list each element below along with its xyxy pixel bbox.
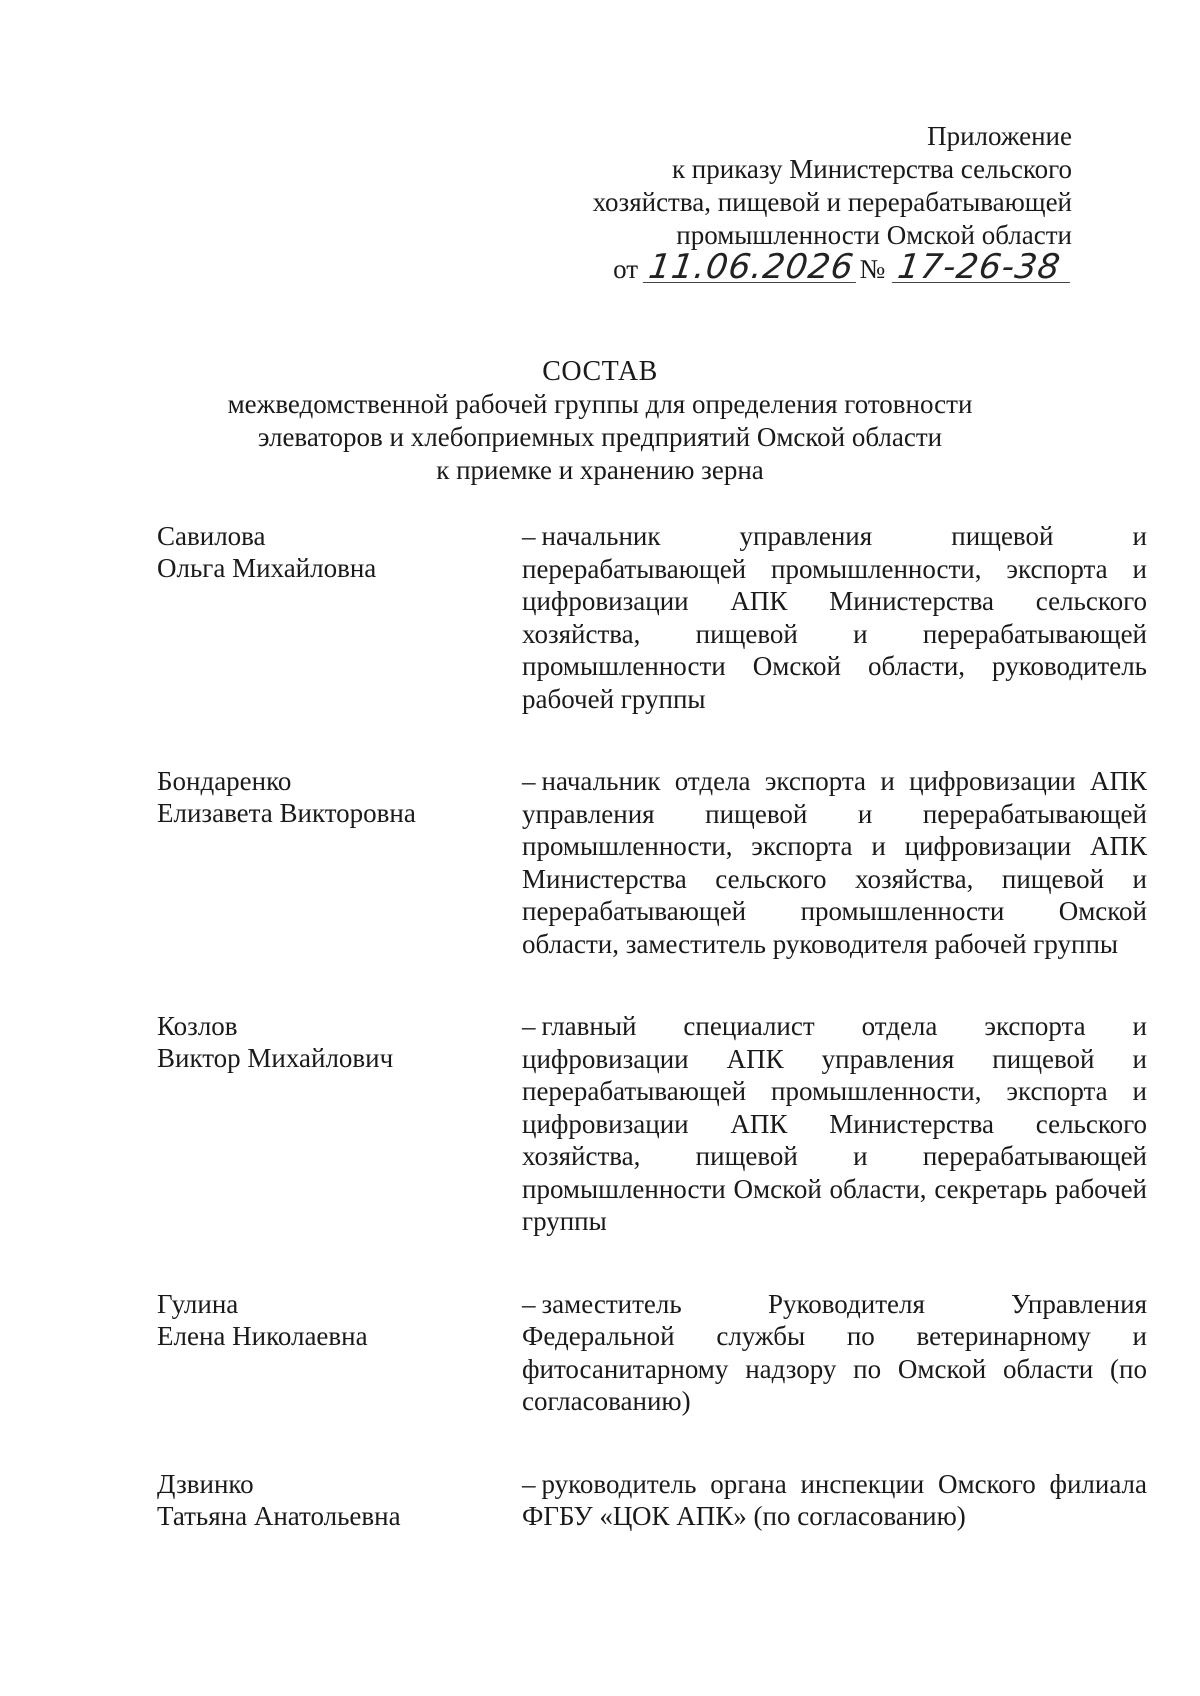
member-row bbox=[157, 1288, 1147, 1418]
appendix-line-2: к приказу Министерства сельского bbox=[671, 154, 1072, 184]
member-role bbox=[522, 1288, 1147, 1418]
member-given-names: Елизавета Викторовна bbox=[157, 798, 416, 828]
handwritten-order-number: 17-26-38 bbox=[892, 252, 1074, 283]
appendix-header bbox=[472, 120, 1072, 286]
member-name bbox=[157, 1288, 522, 1418]
member-name bbox=[157, 1010, 522, 1238]
title-line-3: к приемке и хранению зерна bbox=[436, 455, 764, 485]
member-role-text: начальник управления пищевой и перерабатывающей промышленности, экспорта и цифровизации АПК Министерства сельского хозяйства, пищевой и перерабатывающей промышленности Омской области, руководитель рабочей группы bbox=[522, 521, 1147, 714]
member-surname: Бондаренко bbox=[157, 766, 292, 796]
appendix-line-3: хозяйства, пищевой и перерабатывающей bbox=[592, 187, 1072, 217]
title-line-1: межведомственной рабочей группы для определения готовности bbox=[227, 389, 973, 419]
order-date-number-line bbox=[472, 247, 1072, 287]
handwritten-date: 11.06.2026 bbox=[643, 252, 860, 283]
document-title bbox=[160, 355, 1040, 487]
dash: – bbox=[522, 521, 536, 551]
member-role-text: руководитель органа инспекции Омского филиала ФГБУ «ЦОК АПК» (по согласованию) bbox=[522, 1468, 1147, 1531]
member-name bbox=[157, 1468, 522, 1533]
dash: – bbox=[522, 766, 536, 796]
member-row bbox=[157, 1468, 1147, 1533]
member-role bbox=[522, 1010, 1147, 1238]
member-role-text: начальник отдела экспорта и цифровизации АПК управления пищевой и перерабатывающей промышленности, экспорта и цифровизации АПК Министерства сельского хозяйства, пищевой и перерабатывающей промышленности Омской области, заместитель руководителя рабочей группы bbox=[522, 766, 1147, 959]
title-main: СОСТАВ bbox=[542, 356, 658, 387]
date-prefix: от bbox=[613, 254, 639, 284]
appendix-line-4: промышленности Омской области bbox=[676, 220, 1072, 250]
member-role bbox=[522, 1468, 1147, 1533]
member-row bbox=[157, 765, 1147, 960]
appendix-line-1: Приложение bbox=[927, 121, 1072, 151]
member-given-names: Виктор Михайлович bbox=[157, 1043, 394, 1073]
member-given-names: Ольга Михайловна bbox=[157, 553, 377, 583]
dash: – bbox=[522, 1288, 536, 1319]
member-role bbox=[522, 765, 1147, 960]
member-surname: Дзвинко bbox=[157, 1468, 254, 1499]
member-name bbox=[157, 520, 522, 715]
member-surname: Савилова bbox=[157, 521, 266, 551]
member-given-names: Елена Николаевна bbox=[157, 1320, 368, 1351]
member-given-names: Татьяна Анатольевна bbox=[157, 1500, 401, 1531]
dash: – bbox=[522, 1011, 536, 1041]
dash: – bbox=[522, 1468, 536, 1499]
member-name bbox=[157, 765, 522, 960]
member-surname: Козлов bbox=[157, 1011, 238, 1041]
number-sign: № bbox=[859, 254, 886, 284]
member-role bbox=[522, 520, 1147, 715]
member-row bbox=[157, 1010, 1147, 1238]
title-line-2: элеваторов и хлебоприемных предприятий Омской области bbox=[257, 422, 943, 452]
member-role-text: заместитель Руководителя Управления Федеральной службы по ветеринарному и фитосанитарному надзору по Омской области (по согласованию) bbox=[522, 1288, 1147, 1416]
member-row bbox=[157, 520, 1147, 715]
members-list bbox=[157, 520, 1147, 1581]
member-surname: Гулина bbox=[157, 1288, 239, 1319]
member-role-text: главный специалист отдела экспорта и цифровизации АПК управления пищевой и перерабатывающей промышленности, экспорта и цифровизации АПК Министерства сельского хозяйства, пищевой и перерабатывающей промышленности Омской области, секретарь рабочей группы bbox=[522, 1011, 1147, 1236]
